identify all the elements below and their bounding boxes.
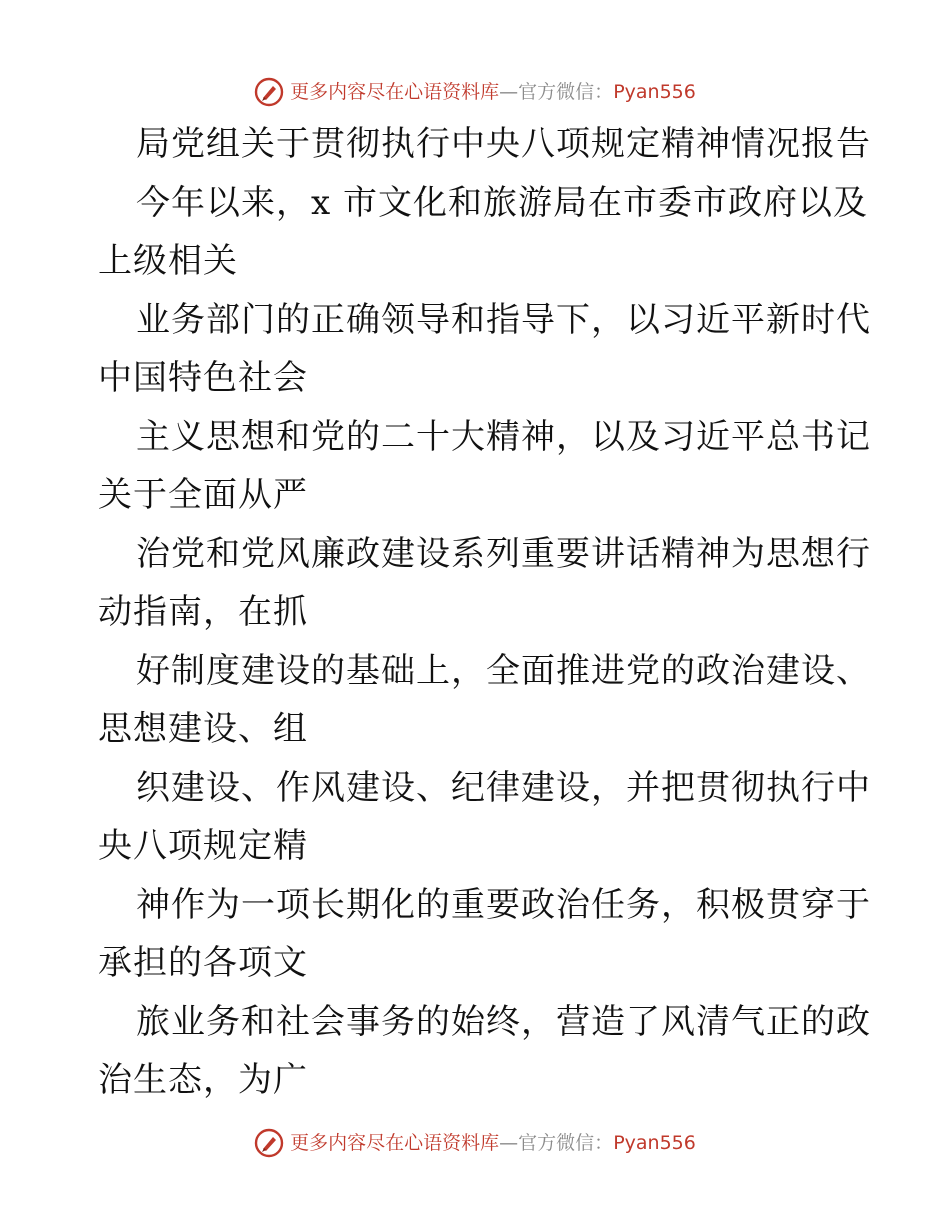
text-line: 织建设、作风建设、纪律建设，并把贯彻执行中 xyxy=(136,767,871,808)
pen-nib-circle-icon xyxy=(254,1128,284,1158)
text-line: 思想建设、组 xyxy=(98,709,308,749)
wechat-label: 官方微信： xyxy=(518,1132,614,1154)
text-line: 动指南，在抓 xyxy=(98,592,308,632)
text-line: 央八项规定精 xyxy=(98,826,308,866)
text-line: 治党和党风廉政建设系列重要讲话精神为思想行 xyxy=(136,533,871,574)
banner-separator: — xyxy=(499,1132,519,1154)
wechat-label: 官方微信： xyxy=(518,81,614,103)
text-line: 关于全面从严 xyxy=(98,475,308,515)
text-line: 治生态，为广 xyxy=(98,1060,308,1100)
text-line: 旅业务和社会事务的始终，营造了风清气正的政 xyxy=(136,1001,871,1042)
text-line: 中国特色社会 xyxy=(98,358,308,398)
footer-banner xyxy=(0,1128,950,1158)
document-body xyxy=(98,115,871,1110)
brand-text: 更多内容尽在心语资料库 xyxy=(290,1132,500,1154)
text-line: 今年以来，x 市文化和旅游局在市委市政府以及 xyxy=(136,182,868,223)
text-line: 承担的各项文 xyxy=(98,943,308,983)
header-banner xyxy=(0,77,950,107)
text-line: 神作为一项长期化的重要政治任务，积极贯穿于 xyxy=(136,884,871,925)
wechat-id: Pyan556 xyxy=(613,1132,696,1154)
text-line: 好制度建设的基础上，全面推进党的政治建设、 xyxy=(136,650,871,691)
wechat-id: Pyan556 xyxy=(613,81,696,103)
document-title: 局党组关于贯彻执行中央八项规定精神情况报告 xyxy=(136,124,871,164)
banner-separator: — xyxy=(499,81,519,103)
text-line: 业务部门的正确领导和指导下，以习近平新时代 xyxy=(136,299,871,340)
text-line: 主义思想和党的二十大精神，以及习近平总书记 xyxy=(136,416,871,457)
text-line: 上级相关 xyxy=(98,241,238,281)
brand-text: 更多内容尽在心语资料库 xyxy=(290,81,500,103)
pen-nib-circle-icon xyxy=(254,77,284,107)
document-paragraph xyxy=(98,174,871,1110)
